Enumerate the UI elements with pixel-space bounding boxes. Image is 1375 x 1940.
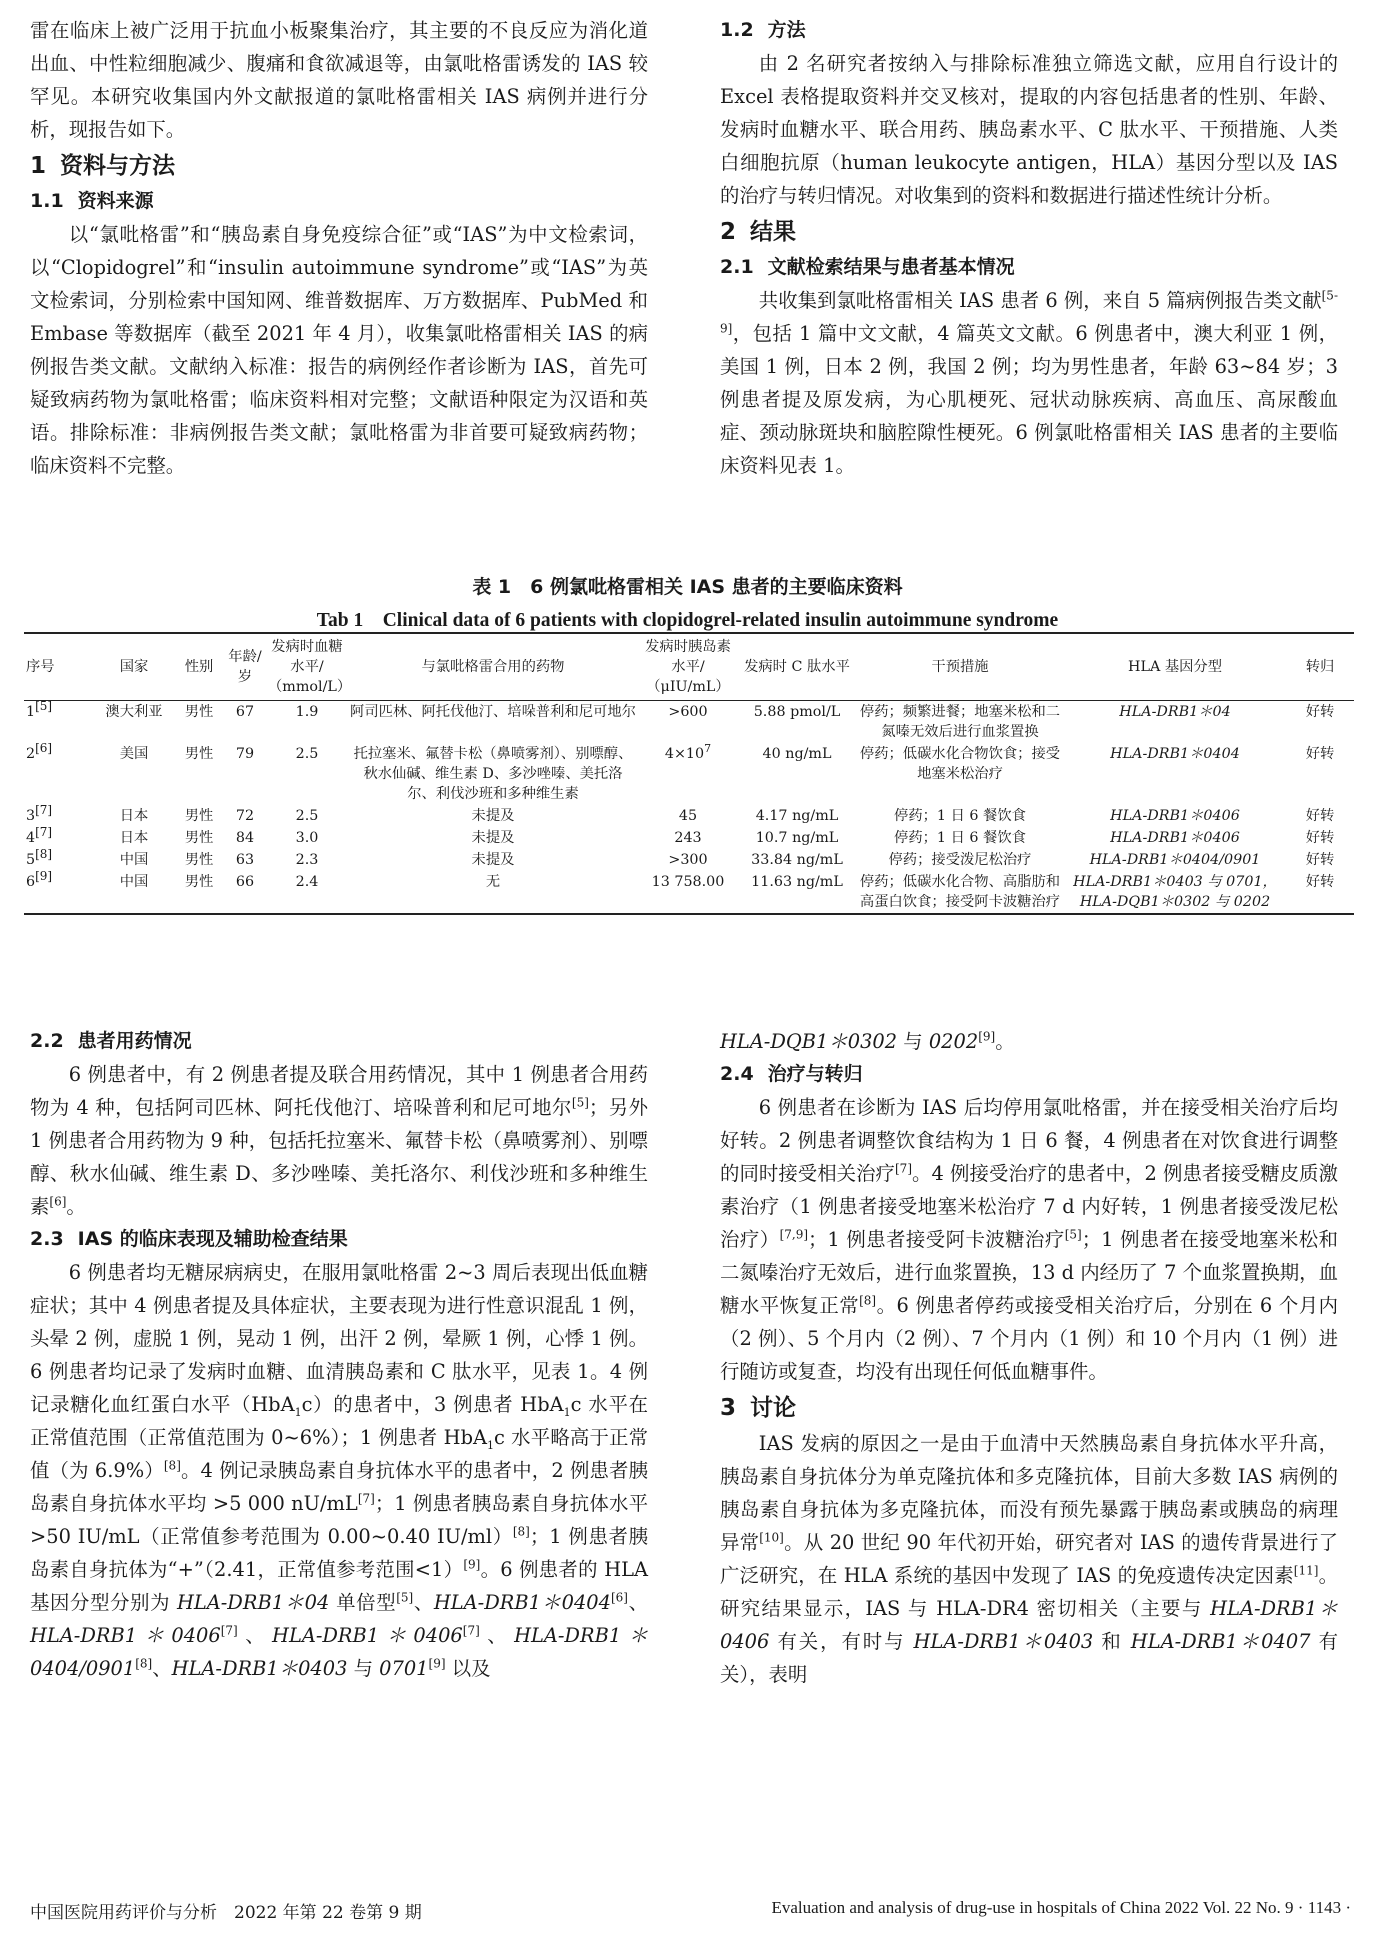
citation-ref: [10] (759, 1530, 784, 1545)
section-number: 2.2 (30, 1030, 64, 1052)
text-run: 和 (1093, 1630, 1131, 1653)
section-number: 2.1 (720, 256, 754, 278)
table-row (24, 871, 1354, 914)
intro-paragraph: 雷在临床上被广泛用于抗血小板聚集治疗，其主要的不良反应为消化道出血、中性粒细胞减少、腹痛和食欲减退等，由氯吡格雷诱发的 IAS 较罕见。本研究收集国内外文献报道的氯吡格雷相关 IAS 病例并进行分析，现报告如下。 (30, 19, 648, 141)
cell-age: 79 (235, 746, 255, 762)
row-number: 6 (26, 874, 36, 890)
cell-drugs: 无 (485, 874, 501, 890)
text-run: ；1 例患者接受阿卡波糖治疗 (808, 1228, 1065, 1251)
citation-ref: [9] (463, 1557, 481, 1572)
citation-ref: [9] (35, 869, 53, 884)
gene-name: HLA-DRB1＊0404 (433, 1591, 611, 1614)
cell-outcome: 好转 (1305, 852, 1335, 868)
text-run: 以及 (445, 1657, 491, 1680)
section-number: 2 (720, 219, 737, 245)
citation-ref: [5-9] (720, 288, 1338, 336)
cell-sex: 男性 (184, 704, 214, 720)
cell-cpeptide: 11.63 ng/mL (751, 874, 843, 890)
treatment-paragraph (720, 1091, 1338, 1388)
cell-cpeptide: 33.84 ng/mL (751, 852, 843, 868)
text-run: 。从 20 世纪 90 年代初开始，研究者对 IAS 的遗传背景进行了广泛研究，在 HLA 系统的基因中发现了 IAS 的免疫遗传决定因素 (720, 1531, 1339, 1587)
methods-paragraph: 由 2 名研究者按纳入与排除标准独立筛选文献，应用自行设计的 Excel 表格提取资料并交叉核对，提取的内容包括患者的性别、年龄、发病时血糖水平、联合用药、胰岛素水平、C 肽水平、干预措施、人类白细胞抗原（human leukocyte antigen，HLA）基因分型以及 IAS 的治疗与转归情况。对收集到的资料和数据进行描述性统计分析。 (720, 52, 1338, 207)
text-run: 单倍型 (329, 1591, 397, 1614)
table-row (24, 849, 1354, 871)
cell-drugs: 未提及 (471, 808, 515, 824)
text-run: 、 (152, 1657, 172, 1680)
text-run: ；1 例患者胰岛素自身抗体为“+”（2.41，正常值参考范围<1） (30, 1525, 648, 1581)
gene-name: HLA-DRB1＊04 (176, 1591, 330, 1614)
section-1-2-heading (720, 14, 1338, 47)
cell-glucose: 2.5 (295, 808, 319, 824)
section-3-heading (720, 1390, 1338, 1426)
citation-ref: [7] (35, 803, 53, 818)
cell-country: 澳大利亚 (105, 704, 163, 720)
section-2-4-heading (720, 1058, 1338, 1091)
cell-cpeptide: 5.88 pmol/L (753, 704, 841, 720)
col-header: 发病时 C 肽水平 (744, 659, 850, 675)
citation-ref: [11] (1293, 1563, 1319, 1578)
row-number: 1 (26, 704, 36, 720)
text-run: 。4 例接受治疗的患者中，2 例患者接受糖皮质激素治疗（1 例患者接受地塞米松治疗 7 d 内好转，1 例患者接受泼尼松治疗） (720, 1162, 1338, 1251)
section-title: IAS 的临床表现及辅助检查结果 (77, 1228, 348, 1250)
section-title: 讨论 (750, 1395, 797, 1421)
section-title: 结果 (750, 219, 797, 245)
cell-insulin: 13 758.00 (651, 874, 725, 890)
text-run: ；另外 1 例患者合用药物为 9 种，包括托拉塞米、氟替卡松（鼻喷雾剂）、别嘌醇、秋水仙碱、维生素 D、多沙唑嗪、美托洛尔、利伐沙班和多种维生素 (30, 1096, 648, 1218)
text-run: 有关），表明 (720, 1630, 1338, 1686)
medication-paragraph (30, 1058, 648, 1223)
table-row (24, 701, 1354, 744)
citation-ref: [7] (35, 825, 53, 840)
citation-ref: [5] (571, 1095, 589, 1110)
cell-age: 67 (235, 704, 255, 720)
cell-drugs: 未提及 (471, 830, 515, 846)
continued-paragraph (720, 1025, 1338, 1058)
cell-no (24, 805, 94, 827)
discussion-paragraph (720, 1427, 1338, 1691)
col-header: 与氯吡格雷合用的药物 (421, 659, 565, 675)
text-run: 6 例患者中，有 2 例患者提及联合用药情况，其中 1 例患者合用药物为 4 种，包括阿司匹林、阿托伐他汀、培哚普利和尼可地尔 (30, 1063, 648, 1119)
cell-glucose: 3.0 (295, 830, 319, 846)
citation-ref: [8] (163, 1458, 181, 1473)
text-run: ；1 例患者胰岛素自身抗体水平 >50 IU/mL（正常值参考范围为 0.00~0.40 IU/ml） (30, 1492, 648, 1548)
col-header: 干预措施 (931, 659, 989, 675)
cell-age: 84 (235, 830, 255, 846)
section-number: 2.4 (720, 1063, 754, 1085)
insulin-exponent: 7 (704, 742, 712, 756)
gene-name: HLA-DRB1＊0403 (171, 1657, 348, 1680)
cell-intervention: 停药；1 日 6 餐饮食 (894, 808, 1026, 824)
table-row (24, 805, 1354, 827)
text-run: 、 (479, 1624, 515, 1647)
cell-no (24, 701, 94, 744)
col-header: 转归 (1305, 659, 1335, 675)
section-title: 资料来源 (77, 190, 154, 212)
cell-intervention: 停药；接受泼尼松治疗 (888, 852, 1032, 868)
text-run: 有关，有时与 (769, 1630, 914, 1653)
cell-outcome: 好转 (1305, 808, 1335, 824)
section-1-heading (30, 148, 648, 184)
cell-glucose: 2.5 (295, 746, 319, 762)
table-header-row (24, 633, 1354, 701)
section-number: 3 (720, 1395, 737, 1421)
cell-insulin (638, 743, 738, 805)
cell-drugs: 阿司匹林、阿托伐他汀、培哚普利和尼可地尔 (350, 704, 636, 720)
cell-sex: 男性 (184, 746, 214, 762)
text-run: 。6 例患者停药或接受相关治疗后，分别在 6 个月内（2 例）、5 个月内（2 例）、7 个月内（1 例）和 10 个月内（1 例）进行随访或复查，均没有出现任何低血糖事件。 (720, 1294, 1339, 1383)
citation-ref: [7] (462, 1623, 480, 1638)
text-run: 、 (627, 1591, 648, 1614)
cell-country: 日本 (119, 830, 149, 846)
citation-ref: [9] (978, 1029, 996, 1044)
clinical-data-table (24, 632, 1354, 915)
text-run: 6 例患者均无糖尿病病史，在服用氯吡格雷 2~3 周后表现出低血糖症状；其中 4 例患者提及具体症状，主要表现为进行性意识混乱 1 例，头晕 2 例，虚脱 1 例，晃动 1 例，出汗 2 例，晕厥 1 例，心悸 1 例。6 例患者均记录了发病时血糖、血清胰岛素和 C 肽水平，见表 1。4 例记录糖化血红蛋白水平（HbA (30, 1261, 648, 1416)
citation-ref: [6] (49, 1194, 67, 1209)
citation-ref: [5] (396, 1590, 414, 1605)
table-caption-en: Tab 1 Clinical data of 6 patients with clopidogrel-related insulin autoimmune syndrome (316, 610, 1059, 631)
section-title: 患者用药情况 (77, 1030, 192, 1052)
col-header: 发病时胰岛素水平/（μIU/mL） (645, 639, 731, 695)
text-run: ；1 例患者在接受地塞米松和二氮嗪治疗无效后，进行血浆置换，13 d 内经历了 7 个血浆置换期，血糖水平恢复正常 (720, 1228, 1338, 1317)
cell-intervention: 停药；低碳水化合物饮食；接受地塞米松治疗 (859, 746, 1061, 782)
col-header: HLA 基因分型 (1127, 659, 1223, 675)
cell-outcome: 好转 (1305, 874, 1335, 890)
col-header: 国家 (119, 659, 149, 675)
gene-name: HLA-DRB1＊0406 (272, 1624, 463, 1647)
text-run: 与 (347, 1657, 380, 1680)
citation-ref: [5] (35, 699, 53, 714)
cell-country: 美国 (119, 746, 149, 762)
text-run: ，包括 1 篇中文文献，4 篇英文文献。6 例患者中，澳大利亚 1 例，美国 1 例，日本 2 例，我国 2 例；均为男性患者，年龄 63~84 岁；3 例患者提及原发病，为心肌梗死、冠状动脉疾病、高血压、高尿酸血症、颈动脉斑块和脑腔隙性梗死。6 例氯吡格雷相关 IAS 患者的主要临床资料见表 1。 (720, 322, 1338, 477)
row-number: 2 (26, 746, 36, 762)
citation-ref: [8] (35, 847, 53, 862)
cell-intervention: 停药；低碳水化合物、高脂肪和高蛋白饮食；接受阿卡波糖治疗 (859, 874, 1061, 910)
clinical-manifestation-paragraph (30, 1256, 648, 1685)
section-title: 方法 (767, 19, 806, 41)
gene-name: 0202 (928, 1030, 979, 1053)
cell-no (24, 743, 94, 805)
cell-outcome: 好转 (1305, 746, 1335, 762)
text-run: 共收集到氯吡格雷相关 IAS 患者 6 例，来自 5 篇病例报告类文献 (758, 289, 1322, 312)
section-2-2-heading (30, 1025, 648, 1058)
cell-sex: 男性 (184, 852, 214, 868)
citation-ref: [6] (35, 741, 53, 756)
section-1-1-heading (30, 185, 648, 218)
citation-ref: [8] (859, 1293, 877, 1308)
cell-hla: HLA-DRB1＊0406 (1110, 808, 1240, 824)
cell-age: 66 (235, 874, 255, 890)
cell-age: 63 (235, 852, 255, 868)
text-run: 、 (413, 1591, 434, 1614)
gene-name: HLA-DRB1＊0403 (913, 1630, 1094, 1653)
text-run: c 水平略高于正常值（为 6.9%） (30, 1426, 648, 1482)
citation-ref: [7] (357, 1491, 375, 1506)
citation-ref: [5] (1064, 1227, 1082, 1242)
subscript: 1 (486, 1438, 494, 1452)
text-run: 。 (66, 1195, 86, 1218)
section-2-heading (720, 214, 1338, 250)
cell-glucose: 2.4 (295, 874, 319, 890)
row-number: 3 (26, 808, 36, 824)
text-run: 。4 例记录胰岛素自身抗体水平的患者中，2 例患者胰岛素自身抗体水平均 >5 000 nU/mL (30, 1459, 648, 1515)
results-paragraph (720, 284, 1338, 482)
cell-glucose: 1.9 (295, 704, 319, 720)
cell-cpeptide: 40 ng/mL (762, 746, 832, 762)
left-column-bottom (30, 1025, 648, 1685)
citation-ref: [6] (610, 1590, 628, 1605)
text-run: c）的患者中，3 例患者 HbA (301, 1393, 564, 1416)
cell-country: 中国 (119, 874, 149, 890)
cell-outcome: 好转 (1305, 704, 1335, 720)
subscript: 1 (294, 1405, 302, 1419)
cell-outcome: 好转 (1305, 830, 1335, 846)
cell-drugs: 未提及 (471, 852, 515, 868)
cell-age: 72 (235, 808, 255, 824)
cell-country: 中国 (119, 852, 149, 868)
gene-name: HLA-DRB1＊0404/0901 (30, 1624, 649, 1680)
cell-hla: HLA-DRB1＊04 (1119, 704, 1231, 720)
table-row (24, 827, 1354, 849)
row-number: 5 (26, 852, 36, 868)
table-caption-cn: 表 1 6 例氯吡格雷相关 IAS 患者的主要临床资料 (472, 576, 903, 598)
cell-sex: 男性 (184, 808, 214, 824)
cell-insulin: >600 (668, 704, 708, 720)
cell-sex: 男性 (184, 830, 214, 846)
citation-ref: [8] (512, 1524, 530, 1539)
footer-journal-en: Evaluation and analysis of drug-use in hospitals of China 2022 Vol. 22 No. 9 · 1143 · (771, 1898, 1351, 1917)
section-title: 治疗与转归 (767, 1063, 863, 1085)
right-column-top (720, 14, 1338, 482)
text-run: c 水平在正常值范围（正常值范围为 0~6%）；1 例患者 HbA (30, 1393, 648, 1449)
cell-intervention: 停药；1 日 6 餐饮食 (894, 830, 1026, 846)
text-run: IAS 发病的原因之一是由于血清中天然胰岛素自身抗体水平升高，胰岛素自身抗体分为单克隆抗体和多克隆抗体，目前大多数 IAS 病例的胰岛素自身抗体为多克隆抗体，而没有预先暴露于胰岛素或胰岛的病理异常 (720, 1432, 1338, 1554)
cell-hla: HLA-DRB1＊0404/0901 (1089, 852, 1261, 868)
cell-no (24, 827, 94, 849)
citation-ref: [8] (135, 1656, 153, 1671)
cell-intervention: 停药；频繁进餐；地塞米松和二氮嗪无效后进行血浆置换 (859, 704, 1061, 740)
section-2-3-heading (30, 1223, 648, 1256)
left-column-top (30, 14, 648, 482)
subscript: 1 (563, 1405, 571, 1419)
insulin-value: 4×10 (664, 746, 705, 762)
cell-hla: HLA-DRB1＊0403 与 0701，HLA-DQB1＊0302 与 0202 (1073, 874, 1277, 910)
gene-name: HLA-DRB1＊0406 (30, 1624, 221, 1647)
cell-insulin: >300 (668, 852, 708, 868)
cell-glucose: 2.3 (295, 852, 319, 868)
citation-ref: [7] (220, 1623, 238, 1638)
cell-cpeptide: 10.7 ng/mL (755, 830, 839, 846)
col-header: 性别 (184, 659, 214, 675)
text-run: 。6 例患者的 HLA 基因分型分别为 (30, 1558, 648, 1614)
gene-name: HLA-DQB1＊0302 (720, 1030, 898, 1053)
section-number: 1 (30, 153, 47, 179)
data-source-paragraph: 以“氯吡格雷”和“胰岛素自身免疫综合征”或“IAS”为中文检索词，以“Clopidogrel”和“insulin autoimmune syndrome”或“IAS”为英文检索词，分别检索中国知网、维普数据库、万方数据库、PubMed 和 Embase 等数据库（截至 2021 年 4 月），收集氯吡格雷相关 IAS 的病例报告类文献。文献纳入标准：报告的病例经作者诊断为 IAS，首先可疑致病药物为氯吡格雷；临床资料相对完整；文献语种限定为汉语和英语。排除标准：非病例报告类文献；氯吡格雷为非首要可疑致病药物；临床资料不完整。 (30, 223, 648, 477)
text-run: 与 (897, 1030, 929, 1053)
cell-insulin: 45 (678, 808, 698, 824)
text-run: 6 例患者在诊断为 IAS 后均停用氯吡格雷，并在接受相关治疗后均好转。2 例患者调整饮食结构为 1 日 6 餐，4 例患者在对饮食进行调整的同时接受相关治疗 (720, 1096, 1338, 1185)
text-run: 、 (237, 1624, 273, 1647)
section-number: 2.3 (30, 1228, 64, 1250)
right-column-bottom (720, 1025, 1338, 1691)
cell-no (24, 849, 94, 871)
col-header: 序号 (26, 659, 55, 675)
col-header: 发病时血糖水平/（mmol/L） (268, 639, 352, 695)
citation-ref: [9] (428, 1656, 446, 1671)
footer-journal-cn: 中国医院用药评价与分析 2022 年第 22 卷第 9 期 (30, 1903, 422, 1923)
text-run: 。 (995, 1030, 1015, 1053)
section-title: 资料与方法 (60, 153, 176, 179)
cell-sex: 男性 (184, 874, 214, 890)
cell-hla: HLA-DRB1＊0406 (1110, 830, 1240, 846)
gene-name: HLA-DRB1＊0407 (1130, 1630, 1311, 1653)
gene-name: 0701 (379, 1657, 429, 1680)
row-number: 4 (26, 830, 36, 846)
citation-ref: [7] (895, 1161, 912, 1176)
section-title: 文献检索结果与患者基本情况 (767, 256, 1015, 278)
cell-hla: HLA-DRB1＊0404 (1110, 746, 1240, 762)
gene-name: HLA-DRB1＊0406 (720, 1597, 1338, 1653)
citation-ref: [7,9] (779, 1227, 809, 1242)
cell-country: 日本 (119, 808, 149, 824)
table-row (24, 743, 1354, 805)
text-run: 。研究结果显示，IAS 与 HLA-DR4 密切相关（主要与 (720, 1564, 1339, 1620)
cell-cpeptide: 4.17 ng/mL (755, 808, 839, 824)
section-number: 1.1 (30, 190, 64, 212)
cell-insulin: 243 (674, 830, 702, 846)
section-2-1-heading (720, 251, 1338, 284)
section-number: 1.2 (720, 19, 754, 41)
cell-no (24, 871, 94, 914)
cell-drugs: 托拉塞米、氟替卡松（鼻喷雾剂）、别嘌醇、秋水仙碱、维生素 D、多沙唑嗪、美托洛尔、利伐沙班和多种维生素 (353, 746, 633, 802)
col-header: 年龄/岁 (228, 649, 262, 685)
